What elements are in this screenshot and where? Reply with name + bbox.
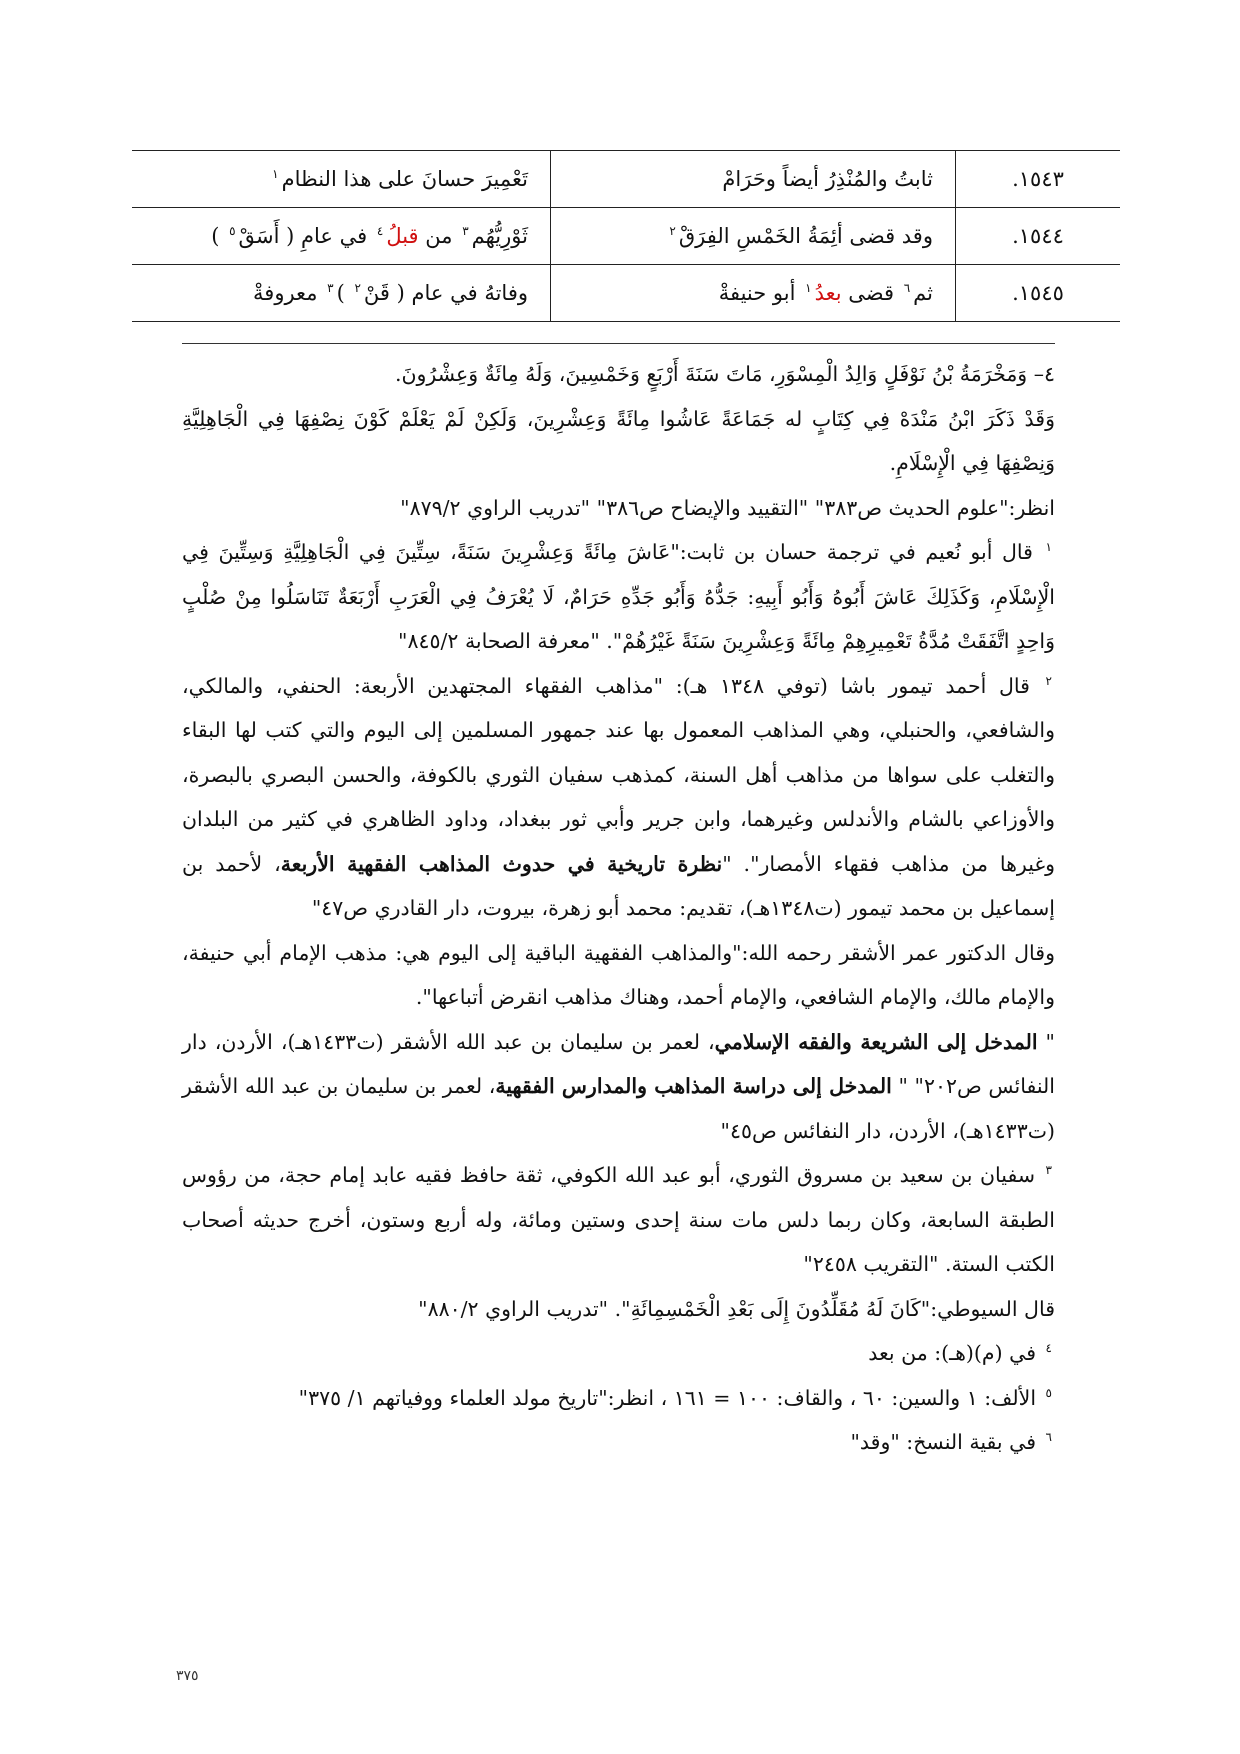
text-run: أبو حنيفةْ (718, 281, 796, 305)
text-run: ٤– وَمَخْرَمَةُ بْنُ نَوْفَلٍ وَالِدُ الْمِسْوَرِ، مَاتَ سَنَةَ أَرْبَعٍ وَخَمْسِينَ، وَلَهُ مِائَةٌ وَعِشْرُونَ. (394, 362, 1055, 386)
footnote-paragraph (182, 664, 1055, 931)
footnote-paragraph (182, 1376, 1055, 1421)
footnote-marker: ١ (272, 167, 279, 181)
text-run: معروفةْ (253, 281, 318, 305)
bold-title: نظرة تاريخية في حدوث المذاهب الفقهية الأربعة (280, 851, 723, 876)
text-run: في بقية النسخ: "وقد" (850, 1430, 1037, 1454)
text-run: ثَوْرِيُّهُم (471, 224, 528, 248)
verse-first-hemistich (551, 265, 956, 322)
footnote-marker: ١ (805, 281, 812, 295)
footnote-paragraph (182, 530, 1055, 664)
text-run: قال أبو نُعيم في ترجمة حسان بن ثابت:"عَاشَ مِائَةً وَعِشْرِينَ سَنَةً، سِتِّينَ فِي الْجَاهِلِيَّةِ وَسِتِّينَ فِي الْإِسْلَامِ، وَكَذَلِكَ عَاشَ أَبُوهُ وَأَبُو أَبِيهِ: جَدُّهُ وَأَبُو جَدِّهِ حَرَامٌ، لَا يُعْرَفُ فِي الْعَرَبِ أَرْبَعَةٌ تَنَاسَلُوا مِنْ صُلْبٍ وَاحِدٍ اتَّفَقَتْ مُدَّةُ تَعْمِيرِهِمْ مِائَةً وَعِشْرِينَ سَنَةً غَيْرُهُمْ". "معرفة الصحابة ٨٤٥/٢" (182, 540, 1055, 653)
text-run: في عامِ ( أَسَقْ (238, 224, 368, 248)
text-run: تَعْمِيرَ حسانَ على هذا النظام (281, 167, 528, 191)
footnote-paragraph (182, 1153, 1055, 1287)
verse-row (132, 208, 1120, 265)
text-run: ثم (913, 281, 933, 305)
text-run: في (م)(هـ): من بعد (868, 1341, 1037, 1365)
footnote-paragraph (182, 486, 1055, 531)
page-number: ٣٧٥ (176, 1668, 199, 1684)
verse-second-hemistich (132, 151, 551, 208)
text-run: وقد قضى أئِمَةُ الخَمْسِ الفِرَقْ (678, 224, 933, 248)
text-run: قال السيوطي:"كَانَ لَهُ مُقَلِّدُونَ إِلَى بَعْدِ الْخَمْسِمِائَةِ". "تدريب الراوي ٨٨٠/٢" (418, 1296, 1055, 1321)
footnote-marker: ٣ (1045, 1163, 1052, 1178)
highlighted-word: قبلُ (386, 224, 419, 248)
text-run: ، لأحمد بن إسماعيل بن محمد تيمور (ت١٣٤٨هـ)، تقديم: محمد أبو زهرة، بيروت، دار القادري ص٤٧" (182, 851, 1055, 920)
verse-second-hemistich (132, 265, 551, 322)
text-run: قال أحمد تيمور باشا (توفي ١٣٤٨ هـ): "مذاهب الفقهاء المجتهدين الأربعة: الحنفي، والمالكي، والشافعي، والحنبلي، وهي المذاهب المعمول بها عند جمهور المسلمين إلى اليوم والتي كتب لها البقاء والتغلب على سواها من مذاهب أهل السنة، كمذهب سفيان الثوري بالكوفة، والحسن البصري بالبصرة، والأوزاعي بالشام والأندلس وغيرهما، وابن جرير وأبي ثور ببغداد، وداود الظاهري في كثير من البلدان وغيرها من مذاهب فقهاء الأمصار". " (182, 673, 1056, 876)
bold-title: المدخل إلى الشريعة والفقه الإسلامي (714, 1029, 1038, 1054)
footnote-marker: ٢ (1045, 673, 1052, 688)
footnote-marker: ٦ (903, 281, 911, 295)
text-run: ) (336, 281, 345, 305)
footnote-marker: ٣ (327, 281, 334, 295)
footnote-paragraph (182, 931, 1055, 1020)
verse-number: ١٥٤٣. (956, 151, 1121, 208)
text-run: قضى (841, 281, 895, 305)
text-run: ، لعمر بن سليمان بن عبد الله الأشقر (ت١٤٣٣هـ)، الأردن، دار النفائس ص٤٥" (182, 1074, 1055, 1143)
verse-number: ١٥٤٤. (956, 208, 1121, 265)
text-run: سفيان بن سعيد بن مسروق الثوري، أبو عبد الله الكوفي، ثقة حافظ فقيه عابد إمام حجة، من رؤوس الطبقة السابعة، وكان ربما دلس مات سنة إحدى وستين ومائة، وله أربع وستون، أخرج حديثه أصحاب الكتب الستة. "التقريب ٢٤٥٨" (182, 1163, 1055, 1276)
verse-row (132, 265, 1120, 322)
text-run: انظر:"علوم الحديث ص٣٨٣" "التقييد والإيضاح ص٣٨٦" "تدريب الراوي ٨٧٩/٢" (400, 495, 1055, 520)
footnote-paragraph (182, 352, 1055, 397)
highlighted-word: بعدُ (814, 281, 842, 305)
verse-table (132, 150, 1120, 322)
footnote-separator (182, 343, 1055, 344)
footnote-marker: ٢ (354, 281, 361, 295)
verse-row (132, 151, 1120, 208)
footnote-marker: ٤ (1045, 1341, 1052, 1356)
footnote-marker: ١ (1045, 540, 1052, 555)
footnote-paragraph (182, 1331, 1055, 1376)
verse-number: ١٥٤٥. (956, 265, 1121, 322)
footnote-paragraph (182, 1020, 1055, 1154)
verse-first-hemistich (551, 208, 956, 265)
text-run: ، لعمر بن سليمان بن عبد الله الأشقر (ت١٤٣٣هـ)، الأردن، دار النفائس ص٢٠٢" " (182, 1029, 1055, 1098)
footnotes-section (182, 352, 1055, 1465)
text-run: ) (211, 224, 220, 248)
footnote-marker: ٦ (1045, 1430, 1052, 1445)
footnote-paragraph (182, 1420, 1055, 1465)
footnote-marker: ٥ (1045, 1385, 1052, 1400)
text-run: من (418, 224, 453, 248)
text-run: " (1037, 1029, 1055, 1054)
footnote-paragraph (182, 397, 1055, 486)
footnote-marker: ٢ (669, 224, 676, 238)
bold-title: المدخل إلى دراسة المذاهب والمدارس الفقهية (495, 1074, 892, 1098)
footnote-marker: ٤ (376, 224, 384, 238)
footnote-marker: ٣ (462, 224, 469, 238)
footnote-marker: ٥ (229, 224, 236, 238)
footnote-paragraph (182, 1287, 1055, 1332)
verse-second-hemistich (132, 208, 551, 265)
text-run: وفاتهُ في عام ( قَنْ (363, 281, 528, 305)
text-run: الألف: ١ والسين: ٦٠ ، والقاف: ١٠٠ = ١٦١ ، انظر:"تاريخ مولد العلماء ووفياتهم ١/ ٣٧٥" (298, 1385, 1037, 1410)
text-run: ثابتُ والمُنْذِرُ أيضاً وحَرَامْ (722, 167, 933, 191)
text-run: وقال الدكتور عمر الأشقر رحمه الله:"والمذاهب الفقهية الباقية إلى اليوم هي: مذهب الإمام أبي حنيفة، والإمام مالك، والإمام الشافعي، والإمام أحمد، وهناك مذاهب انقرض أتباعها". (182, 940, 1055, 1009)
text-run: وَقَدْ ذَكَرَ ابْنُ مَنْدَهْ فِي كِتَابٍ له جَمَاعَةً عَاشُوا مِائَةً وَعِشْرِينَ، وَلَكِنْ لَمْ يَعْلَمْ كَوْنَ نِصْفِهَا فِي الْجَاهِلِيَّةِ وَنِصْفِهَا فِي الْإِسْلَامِ. (182, 406, 1055, 475)
verse-first-hemistich (551, 151, 956, 208)
